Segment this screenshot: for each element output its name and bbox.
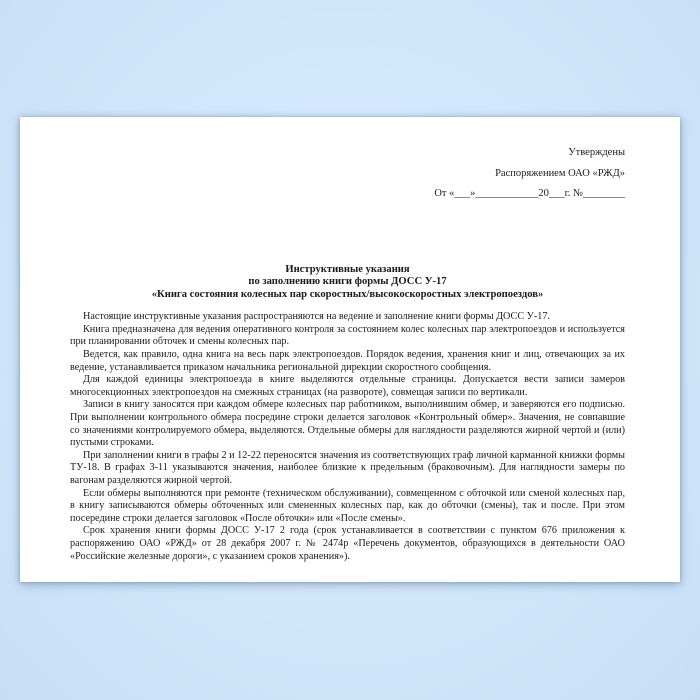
- approval-line: Распоряжением ОАО «РЖД»: [495, 167, 625, 179]
- paragraph: Записи в книгу заносятся при каждом обмере колесных пар работником, выполнившим обмер, и заверяются его подписью. При выполнении контрольного обмера посредине строки делается заголовок «Контрольный обмер». Значения, не совпавшие со значениями контролируемого обмера, выделяются. Отдельные обмеры для наглядности разделяются жирной чертой и (или) пустыми строками.: [70, 399, 625, 449]
- paragraph: Если обмеры выполняются при ремонте (техническом обслуживании), совмещенном с обточкой или сменой колесных пар, в книгу записываются обмеры обточенных или смененных колесных пар, как до обточки (смены), так и после. При этом посередине строки делается заголовок «После обточки» или «После смены».: [70, 487, 625, 524]
- document-title: [70, 264, 625, 302]
- paragraph: При заполнении книги в графы 2 и 12-22 переносятся значения из соответствующих граф личной карманной книжки формы ТУ-18. В графах 3-11 указываются значения, наиболее близкие к предельным (браковочным). Для наглядности замеры по вагонам разделяются жирной чертой.: [70, 449, 625, 486]
- paragraph: Срок хранения книги формы ДОСС У-17 2 года (срок устанавливается в соответствии с пунктом 676 приложения к распоряжению ОАО «РЖД» от 28 декабря 2007 г. № 2474р «Перечень документов, образующихся в деятельности ОАО «Российские железные дороги», с указанием сроков хранения»).: [70, 525, 625, 562]
- paragraph: Ведется, как правило, одна книга на весь парк электропоездов. Порядок ведения, хранения книг и лиц, отвечающих за их ведение, устанавливается приказом начальника региональной дирекции скоростного сообщения.: [70, 349, 625, 373]
- title-line: «Книга состояния колесных пар скоростных/высокоскоростных электропоездов»: [151, 288, 544, 300]
- document-body: [70, 311, 625, 563]
- title-line: Инструктивные указания: [285, 263, 410, 275]
- approval-block: [70, 143, 625, 205]
- paragraph: Для каждой единицы электропоезда в книге выделяются отдельные страницы. Допускается вести записи замеров многосекционных электропоездов на смежных страницах (на развороте), совмещая записи по вертикали.: [70, 374, 625, 398]
- paragraph: Настоящие инструктивные указания распространяются на ведение и заполнение книги формы ДОСС У-17.: [83, 311, 550, 323]
- paragraph: Книга предназначена для ведения оперативного контроля за состоянием колес колесных пар электропоездов и используется при планировании обточек и смены колесных пар.: [70, 323, 625, 348]
- approval-line: От «___»____________20___г. №________: [434, 188, 625, 199]
- approval-line: Утверждены: [568, 147, 625, 158]
- document-page: [20, 117, 680, 582]
- title-line: по заполнению книги формы ДОСС У-17: [248, 276, 447, 288]
